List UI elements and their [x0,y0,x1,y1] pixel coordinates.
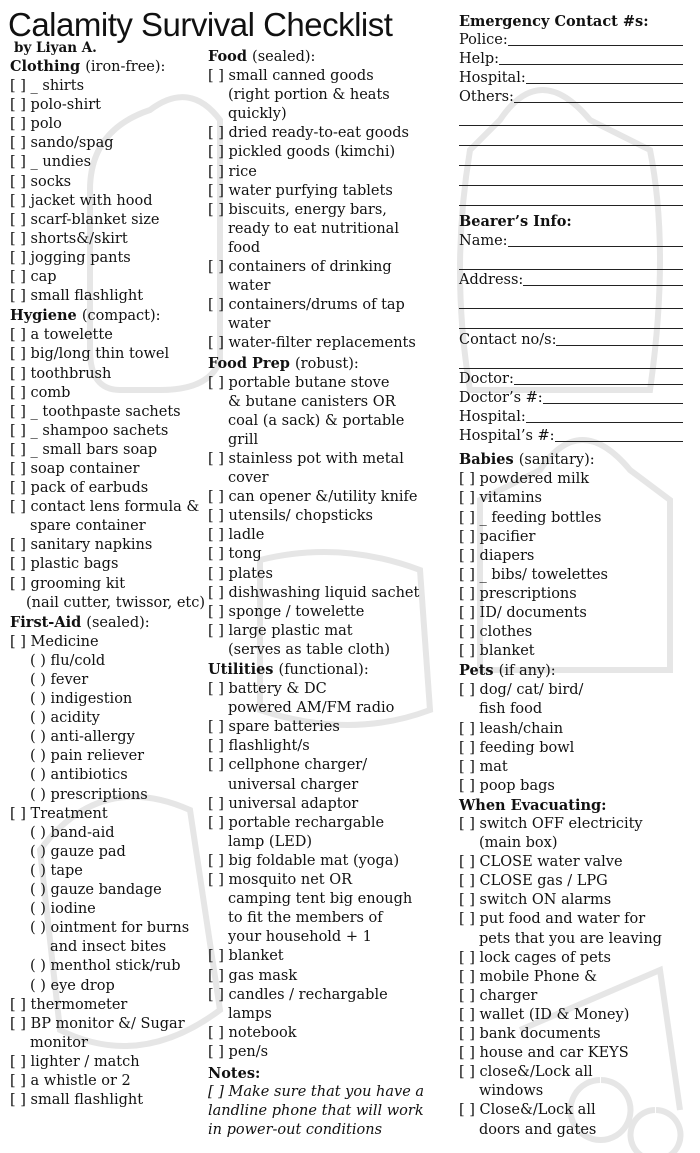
checklist-item[interactable]: [ ] water purfying tablets [208,182,393,199]
sub-item[interactable]: ( ) gauze bandage [30,882,162,899]
checklist-item[interactable]: [ ] Medicine [10,633,99,650]
checklist-item[interactable]: [ ] toothbrush [10,365,112,382]
checklist-item[interactable]: [ ] sanitary napkins [10,537,153,554]
checklist-item[interactable]: [ ] blanket [208,948,284,965]
checklist-item[interactable]: [ ] can opener &/utility knife [208,489,418,506]
checklist-item[interactable]: [ ] put food and water for [459,911,646,928]
column-right [459,12,689,1140]
checklist-item[interactable]: [ ] portable butane stove [208,374,390,391]
checklist-item[interactable]: [ ] grooming kit [10,575,126,592]
blank-line[interactable] [459,350,683,369]
checklist-item[interactable]: [ ] _ small bars soap [10,441,158,458]
blank-line[interactable] [459,127,683,146]
checklist-item-cont: (main box) [479,835,558,852]
checklist-item[interactable]: [ ] mat [459,758,508,775]
checklist-item-cont: water [228,278,271,295]
checklist-item[interactable]: [ ] tong [208,546,262,563]
checklist-item[interactable]: [ ] pen/s [208,1043,269,1060]
food-prep-heading: Food Prep (robust): [208,354,359,372]
sub-item[interactable]: ( ) indigestion [30,691,133,708]
blank-line[interactable] [459,147,683,166]
field-label: Police: [459,32,508,49]
checklist-item[interactable]: [ ] polo-shirt [10,97,101,114]
checklist-item[interactable]: [ ] dog/ cat/ bird/ [459,682,584,699]
field-label: Help: [459,51,500,68]
checklist-item[interactable]: [ ] leash/chain [459,720,564,737]
checklist-item[interactable]: [ ] Close&/Lock all [459,1102,596,1119]
hygiene-heading: Hygiene (compact): [10,307,161,325]
doctor-number-field[interactable] [459,389,689,408]
checklist-item[interactable]: [ ] soap container [10,460,140,477]
checklist-item[interactable]: [ ] CLOSE gas / LPG [459,873,608,890]
checklist-item[interactable]: [ ] mobile Phone & [459,968,598,985]
checklist-item[interactable]: [ ] dried ready-to-eat goods [208,125,409,142]
sub-item[interactable]: ( ) acidity [30,710,100,727]
checklist-item-cont: ready to eat nutritional [228,220,399,237]
checklist-item-cont: camping tent big enough [228,891,413,908]
notes-line: [ ] Make sure that you have a [208,1084,425,1101]
others-field[interactable] [459,88,689,107]
name-field[interactable] [459,232,689,251]
checklist-item[interactable]: [ ] jacket with hood [10,192,153,209]
checklist-item[interactable]: [ ] vitamins [459,490,542,507]
checklist-item-cont: windows [479,1083,544,1100]
checklist-item[interactable]: [ ] socks [10,173,72,190]
checklist-item[interactable]: [ ] water-filter replacements [208,335,416,352]
checklist-item[interactable]: [ ] _ bibs/ towelettes [459,566,608,583]
notes-heading: Notes: [208,1064,261,1082]
hospital-field[interactable] [459,69,689,88]
checklist-item[interactable]: [ ] _ feeding bottles [459,509,602,526]
field-label: Doctor: [459,370,514,387]
checklist-item-cont: coal (a sack) & portable [228,412,405,429]
clothing-heading: Clothing (iron-free): [10,58,166,75]
sub-item[interactable]: ( ) prescriptions [30,786,148,803]
checklist-item[interactable]: [ ] gas mask [208,967,298,984]
checklist-item[interactable]: [ ] a whistle or 2 [10,1072,131,1089]
checklist-item[interactable]: [ ] cellphone charger/ [208,757,368,774]
checklist-item[interactable]: [ ] powdered milk [459,471,590,488]
checklist-item[interactable]: [ ] comb [10,384,71,401]
field-label: Hospital: [459,70,526,87]
checklist-item-cont: pets that you are leaving [479,930,662,947]
sub-item[interactable]: ( ) eye drop [30,977,115,994]
hospital-number-field[interactable] [459,427,689,446]
checklist-item[interactable]: [ ] switch OFF electricity [459,816,643,832]
notes-line: landline phone that will work [208,1103,424,1120]
bearer-hospital-field[interactable] [459,408,689,427]
sub-item[interactable]: ( ) anti-allergy [30,729,135,746]
checklist-item[interactable]: [ ] switch ON alarms [459,892,612,909]
sub-item[interactable]: ( ) fever [30,672,89,688]
checklist-item[interactable]: [ ] flashlight/s [208,738,310,755]
checklist-item[interactable]: [ ] CLOSE water valve [459,854,623,871]
sub-item[interactable]: ( ) gauze pad [30,843,126,860]
field-label: Contact no/s: [459,331,557,348]
checklist-item-cont: powered AM/FM radio [228,700,395,717]
babies-heading: Babies (sanitary): [459,451,595,469]
checklist-item-cont: (right portion & heats [228,87,390,104]
column-middle [208,47,438,1140]
checklist-item[interactable]: [ ] small flashlight [10,1092,144,1109]
field-label: Doctor’s #: [459,389,543,406]
checklist-item[interactable]: [ ] spare batteries [208,719,340,736]
checklist-item-cont: & butane canisters OR [228,393,396,410]
checklist-item[interactable]: [ ] clothes [459,624,533,641]
food-heading: Food (sealed): [208,48,316,65]
checklist-item-cont: universal charger [228,776,359,793]
checklist-item[interactable]: [ ] ladle [208,527,265,544]
checklist-item[interactable]: [ ] ID/ documents [459,604,587,621]
checklist-item-cont: water [228,316,271,333]
field-label: Hospital: [459,409,526,426]
checklist-item[interactable]: [ ] feeding bowl [459,739,575,756]
checklist-item-cont: (serves as table cloth) [228,641,391,658]
checklist-item[interactable]: [ ] plates [208,565,273,582]
checklist-item[interactable]: [ ] sponge / towelette [208,603,365,620]
sub-item[interactable]: ( ) band-aid [30,824,115,841]
field-label: Address: [459,271,524,288]
checklist-item-cont: food [228,239,261,256]
checklist-item[interactable]: [ ] _ toothpaste sachets [10,403,181,420]
checklist-item[interactable]: [ ] poop bags [459,777,555,794]
checklist-item[interactable]: [ ] large plastic mat [208,622,353,639]
checklist-item-cont: quickly) [228,106,287,123]
checklist-item[interactable]: [ ] candles / rechargable [208,986,388,1003]
checklist-item[interactable]: [ ] jogging pants [10,249,131,266]
checklist-item-cont: lamps [228,1005,272,1022]
checklist-item[interactable]: [ ] prescriptions [459,585,577,602]
police-field[interactable] [459,31,689,50]
checklist-item-cont: lamp (LED) [228,833,313,850]
sub-item[interactable]: ( ) pain reliever [30,748,145,765]
checklist-item[interactable]: [ ] rice [208,163,257,180]
emergency-contacts-heading: Emergency Contact #s: [459,13,649,30]
checklist-item[interactable]: [ ] close&/Lock all [459,1064,593,1081]
bearer-info-heading: Bearer’s Info: [459,213,572,231]
checklist-item[interactable]: [ ] universal adaptor [208,795,359,812]
utilities-heading: Utilities (functional): [208,661,369,678]
checklist-item[interactable]: [ ] shorts&/skirt [10,230,128,247]
evacuating-heading: When Evacuating: [459,796,607,814]
checklist-item[interactable]: [ ] pacifier [459,528,536,545]
checklist-item[interactable]: [ ] _ undies [10,154,92,171]
page-title: Calamity Survival Checklist [8,6,393,43]
checklist-item[interactable]: [ ] _ shampoo sachets [10,422,169,439]
checklist-item[interactable]: [ ] utensils/ chopsticks [208,508,373,525]
checklist-item[interactable]: [ ] scarf-blanket size [10,211,160,228]
checklist-item-cont: your household + 1 [228,929,372,946]
checklist-item[interactable]: [ ] big foldable mat (yoga) [208,852,400,869]
blank-line[interactable] [459,107,683,126]
checklist-item-cont: (nail cutter, twissor, etc) [26,594,206,611]
checklist-item[interactable]: [ ] Treatment [10,805,108,822]
checklist-item[interactable]: [ ] battery & DC [208,681,327,698]
checklist-item[interactable]: [ ] cap [10,269,57,286]
checklist-item[interactable]: [ ] mosquito net OR [208,872,353,889]
sub-item[interactable]: ( ) ointment for burns [30,920,190,937]
field-label: Name: [459,232,508,249]
first-aid-heading: First-Aid (sealed): [10,613,150,631]
checklist-item[interactable]: [ ] plastic bags [10,556,119,573]
checklist-item-cont: cover [228,470,269,487]
checklist-item[interactable]: [ ] bank documents [459,1026,601,1043]
pets-heading: Pets (if any): [459,662,556,680]
checklist-item[interactable]: [ ] contact lens formula & [10,499,200,516]
notes-line: in power-out conditions [208,1122,383,1139]
blank-line[interactable] [459,290,683,309]
sub-item[interactable]: ( ) menthol stick/rub [30,958,181,975]
checklist-item[interactable]: [ ] small flashlight [10,288,144,305]
checklist-item[interactable]: [ ] pickled goods (kimchi) [208,144,396,161]
checklist-item[interactable]: [ ] sando/spag [10,135,114,152]
author-credit: by Liyan A. [14,40,97,56]
checklist-item[interactable]: [ ] containers/drums of tap [208,297,405,314]
sub-item-cont: and insect bites [50,939,167,956]
checklist-item[interactable]: [ ] pack of earbuds [10,480,149,497]
checklist-item[interactable]: [ ] big/long thin towel [10,346,170,363]
checklist-item[interactable]: [ ] stainless pot with metal [208,450,404,467]
checklist-item[interactable]: [ ] containers of drinking [208,259,392,276]
checklist-item[interactable]: [ ] wallet (ID & Money) [459,1006,630,1023]
checklist-item[interactable]: [ ] blanket [459,643,535,660]
sub-item[interactable]: ( ) flu/cold [30,652,106,669]
checklist-item[interactable]: [ ] house and car KEYS [459,1045,629,1062]
checklist-item[interactable]: [ ] _ shirts [10,78,85,95]
blank-line[interactable] [459,310,683,329]
checklist-item[interactable]: [ ] diapers [459,547,535,564]
checklist-item-cont: doors and gates [479,1121,597,1138]
checklist-item-cont: spare container [30,518,146,535]
checklist-item[interactable]: [ ] portable rechargable [208,814,385,831]
blank-line[interactable] [459,251,683,270]
checklist-item[interactable]: [ ] thermometer [10,996,128,1013]
checklist-item[interactable]: [ ] BP monitor &/ Sugar [10,1015,185,1032]
sub-item[interactable]: ( ) antibiotics [30,767,128,784]
checklist-item-cont: fish food [479,701,543,718]
help-field[interactable] [459,50,689,69]
checklist-item[interactable]: [ ] dishwashing liquid sachet [208,584,420,601]
checklist-item[interactable]: [ ] notebook [208,1024,297,1041]
column-left [10,57,210,1110]
checklist-item[interactable]: [ ] biscuits, energy bars, [208,201,387,218]
field-label: Others: [459,89,514,106]
checklist-item-cont: monitor [30,1034,88,1051]
checklist-item[interactable]: [ ] polo [10,116,62,133]
checklist-item-cont: grill [228,431,259,448]
checklist-item[interactable]: [ ] a towelette [10,327,113,344]
blank-line[interactable] [459,187,683,206]
sub-item[interactable]: ( ) tape [30,862,83,879]
doctor-field[interactable] [459,370,689,389]
blank-line[interactable] [459,167,683,186]
checklist-item[interactable]: [ ] lighter / match [10,1053,140,1070]
checklist-item[interactable]: [ ] charger [459,987,538,1004]
checklist-item-cont: to fit the members of [228,910,383,927]
sub-item[interactable]: ( ) iodine [30,901,96,918]
checklist-item[interactable]: [ ] lock cages of pets [459,949,611,966]
address-field[interactable] [459,271,689,290]
checklist-item[interactable]: [ ] small canned goods [208,68,374,85]
field-label: Hospital’s #: [459,428,555,445]
contact-field[interactable] [459,331,689,350]
